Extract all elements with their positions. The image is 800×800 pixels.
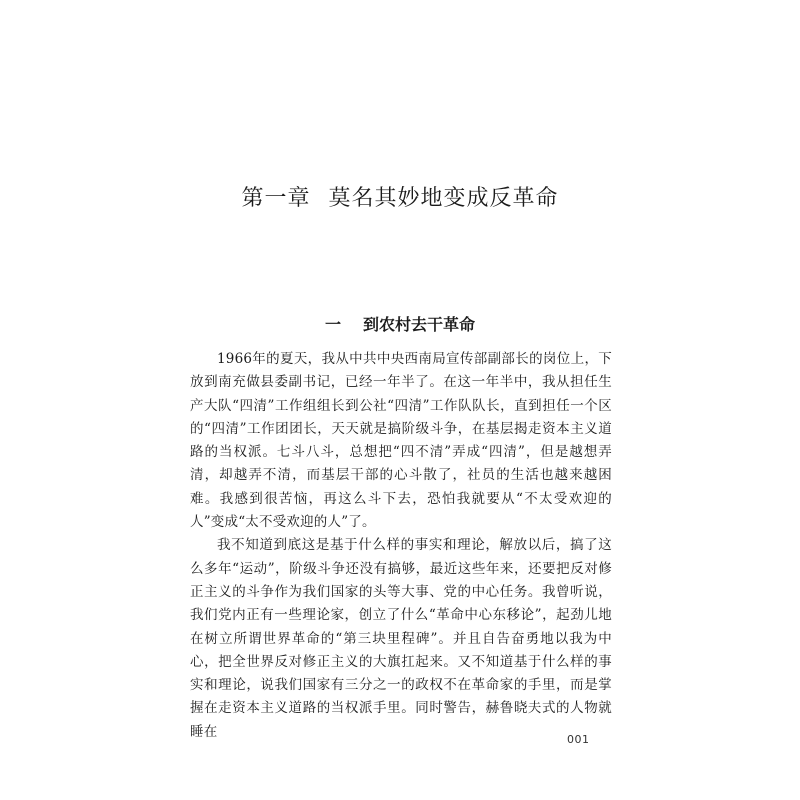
- body-text: [190, 348, 612, 744]
- chapter-heading: [0, 184, 800, 214]
- chapter-number: 第一章: [241, 186, 311, 211]
- page-number: 001: [567, 733, 590, 746]
- section-number: 一: [324, 315, 341, 334]
- section-heading: [0, 313, 800, 337]
- chapter-title: 莫名其妙地变成反革命: [328, 186, 559, 211]
- paragraph-1: 1966年的夏天，我从中共中央西南局宣传部副部长的岗位上，下放到南充做县委副书记，已经一年半了。在这一年半中，我从担任生产大队“四清”工作组组长到公社“四清”工作队队长，直到担任一个区的“四清”工作团团长，天天就是搞阶级斗争，在基层揭走资本主义道路的当权派。七斗八斗，总想把“四不清”弄成“四清”，但是越想弄清，却越弄不清，而基层干部的心斗散了，社员的生活也越来越困难。我感到很苦恼，再这么斗下去，恐怕我就要从“不太受欢迎的人”变成“太不受欢迎的人”了。: [190, 351, 612, 531]
- section-title: 到农村去干革命: [363, 315, 476, 334]
- paragraph-2: 我不知道到底这是基于什么样的事实和理论，解放以后，搞了这么多年“运动”，阶级斗争还没有搞够，最近这些年来，还要把反对修正主义的斗争作为我们国家的头等大事、党的中心任务。我曾听说，我们党内正有一些理论家，创立了什么“革命中心东移论”，起劲儿地在树立所谓世界革命的“第三块里程碑”。并且自告奋勇地以我为中心，把全世界反对修正主义的大旗扛起来。又不知道基于什么样的事实和理论，说我们国家有三分之一的政权不在革命家的手里，而是掌握在走资本主义道路的当权派手里。同时警告，赫鲁晓夫式的人物就睡在: [190, 537, 612, 740]
